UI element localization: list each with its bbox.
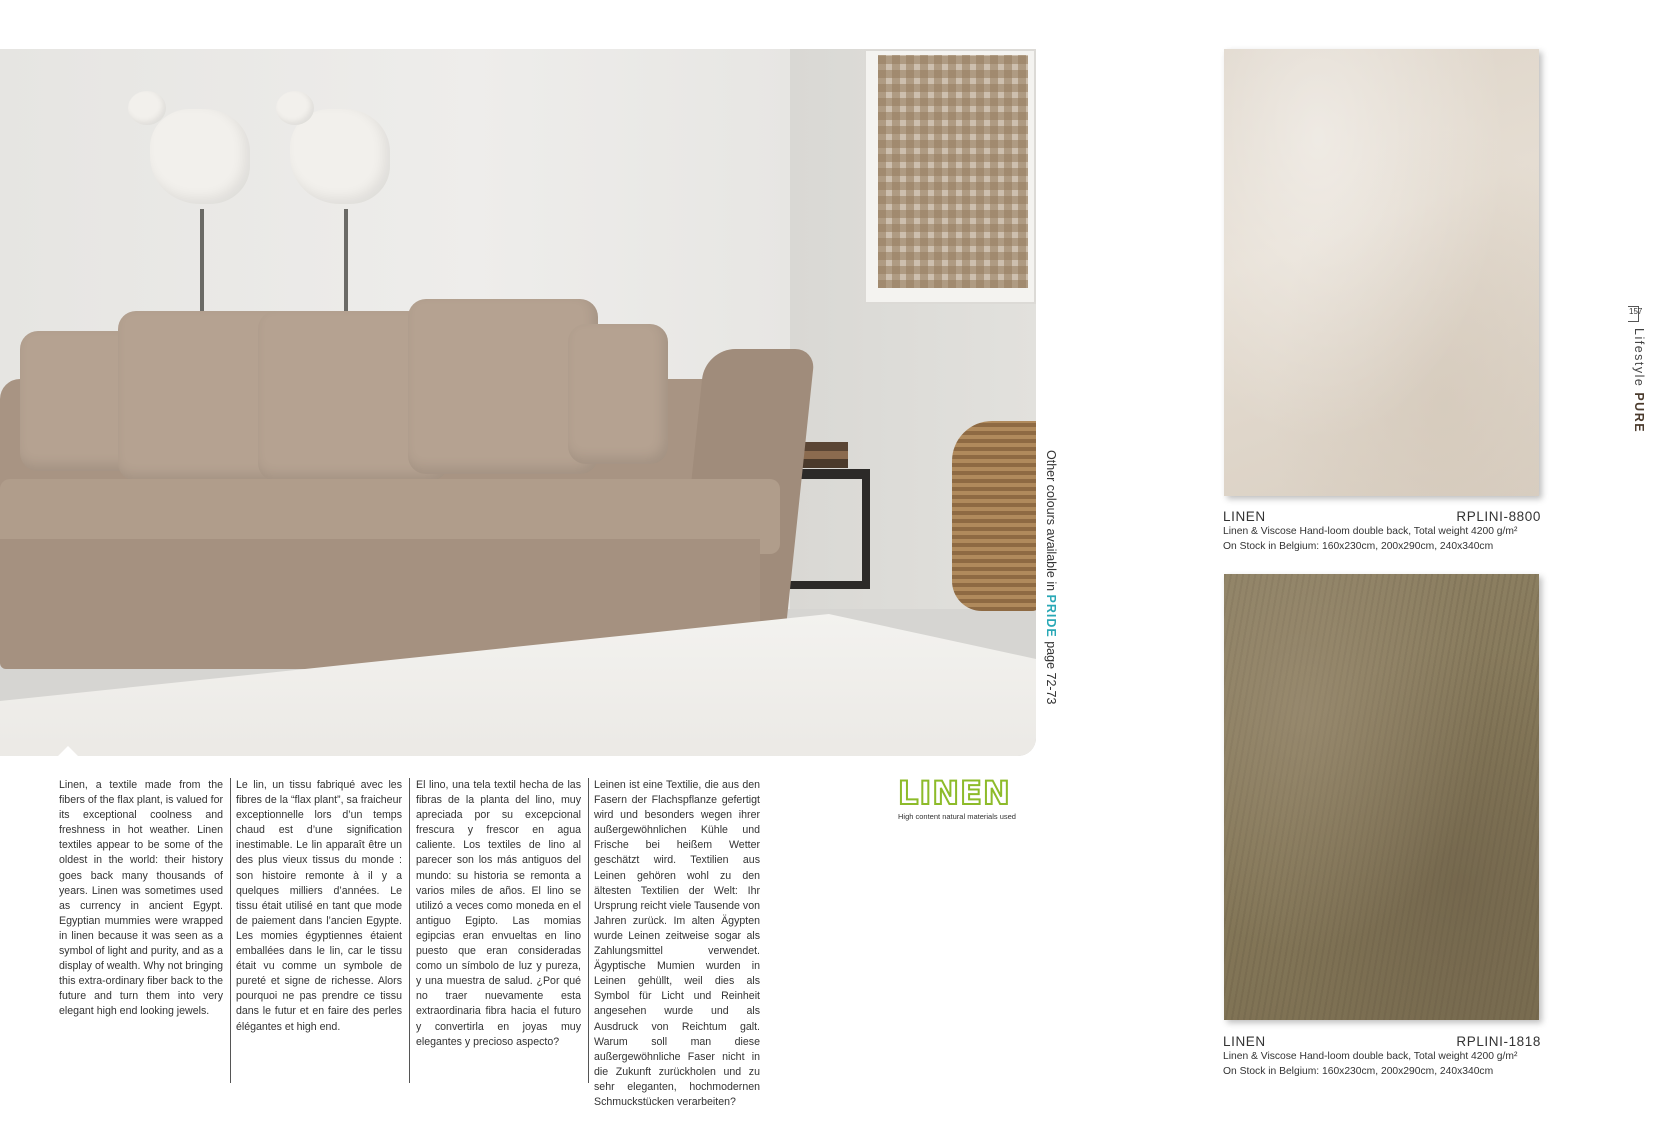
linen-logo (898, 776, 1028, 826)
product-name: LINEN (1223, 509, 1266, 524)
product-stock: On Stock in Belgium: 160x230cm, 200x290cm, 240x340cm (1223, 1066, 1494, 1077)
pride-link[interactable]: PRIDE (1044, 594, 1058, 638)
logo-tagline: High content natural materials used (898, 812, 1016, 821)
section-label-bold: PURE (1632, 392, 1646, 434)
product-code: RPLINI-8800 (1456, 509, 1541, 524)
product-spec: Linen & Viscose Hand-loom double back, Total weight 4200 g/m² (1223, 526, 1518, 537)
woven-wall-art (864, 49, 1036, 304)
product-stock: On Stock in Belgium: 160x230cm, 200x290cm, 240x340cm (1223, 541, 1494, 552)
column-divider (409, 778, 410, 1083)
page-number: 157 (1629, 307, 1643, 316)
product-info-8800 (1223, 509, 1541, 554)
logo-word: LINEN (898, 774, 1011, 812)
text-english: Linen, a textile made from the fibers of the flax plant, is valued for its exceptional coolness and freshness in hot weather. Linen textiles appear to be some of the oldest in the world: their history goes back many thousands of years. Linen was sometimes used as currency in ancient Egypt. Egyptian mummies were wrapped in linen because it was seen as a symbol of light and purity, and as a display of wealth. Why not bringing this extra-ordinary fiber back to the future and turn them into very elegant high end looking jewels. (59, 779, 223, 1018)
column-divider (230, 778, 231, 1083)
cushion (568, 324, 668, 464)
product-code: RPLINI-1818 (1456, 1034, 1541, 1049)
rug-swatch-8800[interactable] (1224, 49, 1539, 496)
goat-sculpture (150, 109, 250, 204)
room-photo (0, 49, 1036, 756)
section-label: Lifestyle (1632, 328, 1646, 393)
product-name: LINEN (1223, 1034, 1266, 1049)
rug-swatch-1818[interactable] (1224, 574, 1539, 1020)
text-french: Le lin, un tissu fabriqué avec les fibres de la “flax plant”, sa fraicheur exceptionnelle lors d’un temps chaud est d’une signification inestimable. Le lin apparaît être un des plus vieux tissus du monde : son histoire remonte à il y a quelques milliers d’années. Le tissu était utilisé en tant que mode de paiement dans l’ancien Egypte. Les momies égyptiennes étaient emballées dans le lin, car le tissu était vu comme un symbole de pureté et signe de richesse. Alors pourquoi ne pas prendre ce tissu dans le futur et en faire des perles élégantes et high end. (236, 779, 402, 1033)
goat-sculpture (290, 109, 390, 204)
product-info-1818 (1223, 1034, 1541, 1079)
photo-notch (58, 746, 78, 756)
text-german: Leinen ist eine Textilie, die aus den Fasern der Flachspflanze gefertigt wird und besonders wegen ihrer außergewöhnlichen Kühle und Frische bei heißem Wetter geschätzt wird. Textilien aus Leinen gehören wohl zu den ältesten Textilien der Welt: Ihr Ursprung reicht viele Tausende von Jahren zurück. Im alten Ägypten wurde Leinen zeitweise sogar als Zahlungsmittel verwendet. Ägyptische Mumien wurden in Leinen gehüllt, weil dies als Symbol für Licht und Reinheit angesehen wurde und als Ausdruck von Reichtum galt. Warum soll man diese außergewöhnliche Faser nicht in die Zukunft zurückholen und zu sehr eleganten, hochmodernen Schmuckstücken verarbeiten? (594, 779, 760, 1108)
section-tab (1628, 306, 1648, 446)
caption-text: Other colours available in (1044, 450, 1058, 595)
caption-page-ref: page 72-73 (1044, 637, 1058, 705)
product-spec: Linen & Viscose Hand-loom double back, Total weight 4200 g/m² (1223, 1051, 1518, 1062)
wicker-basket (952, 421, 1036, 611)
text-spanish: El lino, una tela textil hecha de las fibras de la planta del lino, muy apreciada por su excepcional frescura y frescor en agua caliente. Los textiles de lino al parecer son los más antiguos del mundo: su historia se remonta a varios miles de años. El lino se utilizó a veces como moneda en el antiguo Egipto. Las momias egipcias eran envueltas en lino puesto que eran consideradas como un símbolo de luz y pureza, y una muestra de salud. ¿Por qué no traer nuevamente esta extraordinaria fibra hacia el futuro y convertirla en joyas muy elegantes y precioso aspecto? (416, 779, 581, 1048)
other-colours-caption (1038, 450, 1058, 730)
column-divider (588, 778, 589, 1083)
